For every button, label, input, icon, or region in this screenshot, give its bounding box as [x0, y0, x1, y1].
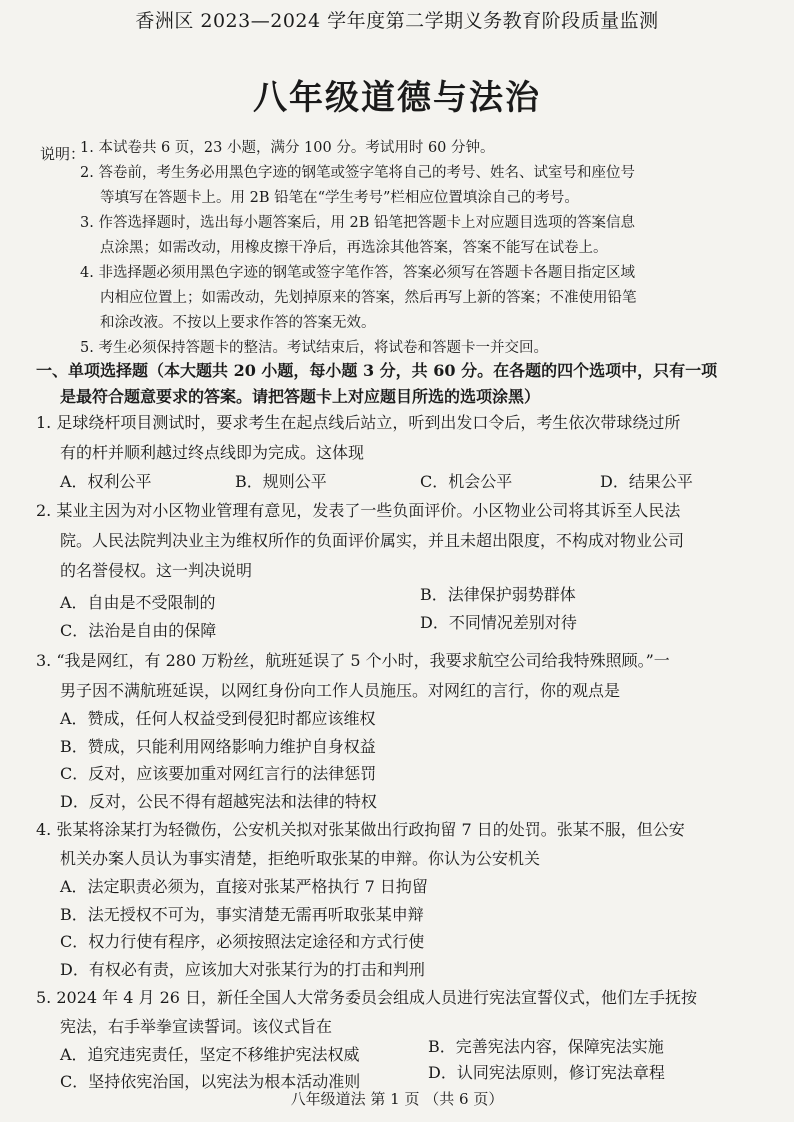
page-footer: 八年级道法 第 1 页 （共 6 页） — [290, 1090, 504, 1108]
instruction-line: 5. 考生必须保持答题卡的整洁。考试结束后，将试卷和答题卡一并交回。 — [80, 340, 548, 356]
instruction-line: 和涂改液。不按以上要求作答的答案无效。 — [100, 315, 376, 331]
option-d: D．反对，公民不得有超越宪法和法律的特权 — [60, 792, 377, 811]
option-b: B．赞成，只能利用网络影响力维护自身权益 — [60, 737, 376, 756]
question-stem: 宪法，右手举拳宣读誓词。该仪式旨在 — [60, 1017, 333, 1036]
option-d: D．不同情况差别对待 — [420, 613, 577, 632]
option-a: A．赞成，任何人权益受到侵犯时都应该维权 — [60, 709, 376, 728]
option-b: B．法律保护弱势群体 — [420, 585, 576, 604]
instruction-line: 2. 答卷前，考生务必用黑色字迹的钢笔或签字笔将自己的考号、姓名、试室号和座位号 — [80, 165, 635, 181]
option-a: A．追究违宪责任，坚定不移维护宪法权威 — [60, 1045, 360, 1064]
question-stem: 的名誉侵权。这一判决说明 — [60, 561, 253, 580]
question-stem: 机关办案人员认为事实清楚，拒绝听取张某的申辩。你认为公安机关 — [60, 849, 541, 868]
instruction-line: 内相应位置上；如需改动，先划掉原来的答案，然后再写上新的答案；不准使用铅笔 — [100, 290, 637, 306]
section-title: 一、单项选择题（本大题共 20 小题，每小题 3 分，共 60 分。在各题的四个选项中，只有一项 — [36, 361, 718, 380]
instruction-line: 点涂黑；如需改动，用橡皮擦干净后，再选涂其他答案，答案不能写在试卷上。 — [100, 240, 608, 256]
instruction-line: 1. 本试卷共 6 页，23 小题，满分 100 分。考试用时 60 分钟。 — [80, 140, 495, 156]
exam-title: 香洲区 2023—2024 学年度第二学期义务教育阶段质量监测 — [135, 10, 659, 32]
instruction-line: 4. 非选择题必须用黑色字迹的钢笔或签字笔作答，答案必须写在答题卡各题目指定区域 — [80, 265, 635, 281]
option-d: D．有权必有责，应该加大对张某行为的打击和判刑 — [60, 960, 425, 979]
instruction-line: 等填写在答题卡上。用 2B 铅笔在“学生考号”栏相应位置填涂自己的考号。 — [100, 190, 579, 206]
question-stem: 男子因不满航班延误，以网红身份向工作人员施压。对网红的言行，你的观点是 — [60, 681, 621, 700]
question-stem: 1. 足球绕杆项目测试时，要求考生在起点线后站立，听到出发口令后，考生依次带球绕过所 — [36, 413, 681, 432]
option-a: A．权利公平 — [60, 472, 152, 491]
option-b: B．法无授权不可为，事实清楚无需再听取张某申辩 — [60, 905, 424, 924]
question-stem: 4. 张某将涂某打为轻微伤，公安机关拟对张某做出行政拘留 7 日的处罚。张某不服，但公安 — [36, 820, 685, 839]
option-c: C．法治是自由的保障 — [60, 621, 217, 640]
question-stem: 院。人民法院判决业主为维权所作的负面评价属实，并且未超出限度，不构成对物业公司 — [60, 531, 685, 550]
option-d: D．结果公平 — [600, 472, 693, 491]
option-c: C．坚持依宪治国，以宪法为根本活动准则 — [60, 1072, 361, 1091]
question-stem: 有的杆并顺利越过终点线即为完成。这体现 — [60, 443, 365, 462]
subject-title: 八年级道德与法治 — [253, 78, 541, 118]
option-c: C．权力行使有程序，必须按照法定途径和方式行使 — [60, 932, 425, 951]
option-c: C．机会公平 — [420, 472, 513, 491]
option-a: A．法定职责必须为，直接对张某严格执行 7 日拘留 — [60, 877, 428, 896]
instruction-line: 3. 作答选择题时，选出每小题答案后，用 2B 铅笔把答题卡上对应题目选项的答案信息 — [80, 215, 636, 231]
instructions-label: 说明： — [40, 145, 86, 163]
option-b: B．完善宪法内容，保障宪法实施 — [428, 1037, 664, 1056]
option-d: D．认同宪法原则，修订宪法章程 — [428, 1063, 665, 1082]
section-title-cont: 是最符合题意要求的答案。请把答题卡上对应题目所选的选项涂黑） — [60, 387, 541, 406]
question-stem: 5. 2024 年 4 月 26 日，新任全国人大常务委员会组成人员进行宪法宣誓仪式，他们左手抚按 — [36, 988, 698, 1007]
option-b: B．规则公平 — [235, 472, 327, 491]
question-stem: 3. “我是网红，有 280 万粉丝，航班延误了 5 个小时，我要求航空公司给我特殊照顾。”一 — [36, 651, 670, 670]
option-a: A．自由是不受限制的 — [60, 593, 216, 612]
option-c: C．反对，应该要加重对网红言行的法律惩罚 — [60, 764, 377, 783]
question-stem: 2. 某业主因为对小区物业管理有意见，发表了一些负面评价。小区物业公司将其诉至人民法 — [36, 501, 681, 520]
